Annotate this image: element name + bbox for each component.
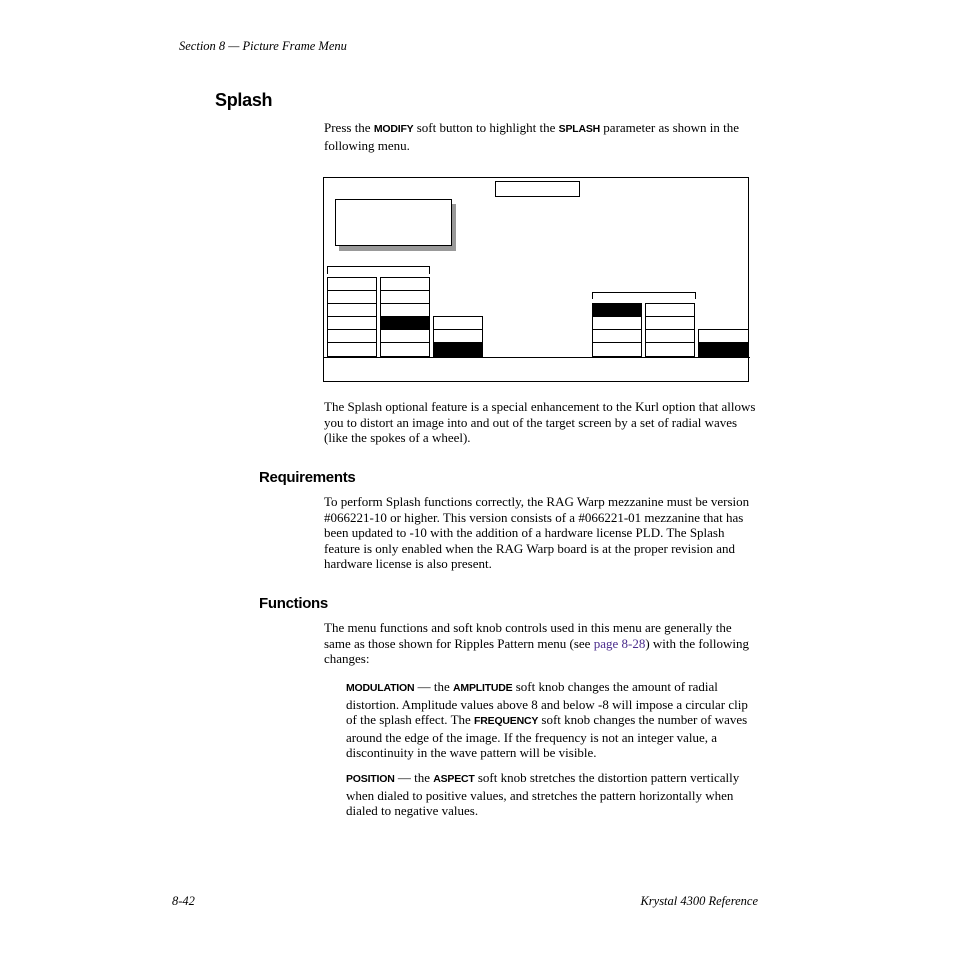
menu-cell — [645, 316, 695, 330]
menu-cell — [645, 342, 695, 357]
requirements-paragraph: To perform Splash functions correctly, the RAG Warp mezzanine must be version #066221-10 or higher. This version consists of a #066221-01 mezzanine that has been updated to -10 with the addition of a hardware license PLD. The Splash feature is only enabled when the RAG Warp board is at the proper revision and hardware license is also present. — [324, 494, 750, 572]
menu-title-box — [495, 181, 580, 197]
menu-panel — [335, 199, 452, 246]
splash-keyword: SPLASH — [558, 123, 601, 135]
position-keyword: POSITION — [346, 773, 395, 785]
menu-cell — [433, 329, 483, 343]
functions-heading: Functions — [259, 595, 328, 612]
description-paragraph: The Splash optional feature is a special enhancement to the Kurl option that allows you to distort an image into and out of the target screen by a set of radial waves (like the spokes of a wheel). — [324, 399, 756, 446]
modify-keyword: MODIFY — [373, 123, 414, 135]
intro-paragraph: Press the MODIFY soft button to highlight the SPLASH parameter as shown in the following menu. — [324, 120, 740, 153]
position-paragraph: POSITION — the ASPECT soft knob stretches the distortion pattern vertically when dialed to positive values, and stretches the pattern horizontally when dialed to negative values. — [346, 770, 740, 819]
modulation-keyword: MODULATION — [346, 682, 415, 694]
page-number: 8-42 — [172, 894, 195, 908]
menu-cell — [592, 316, 642, 330]
menu-cell — [327, 316, 377, 330]
functions-paragraph: The menu functions and soft knob controls used in this menu are generally the same as those shown for Ripples Pattern menu (see page 8-28) with the following changes: — [324, 620, 749, 667]
menu-cell — [380, 342, 430, 357]
menu-cell — [380, 329, 430, 343]
menu-cell — [698, 329, 749, 343]
menu-cell — [327, 329, 377, 343]
menu-cell-highlighted — [380, 316, 430, 330]
menu-cell — [592, 342, 642, 357]
frequency-keyword: FREQUENCY — [474, 715, 539, 728]
menu-cell — [592, 329, 642, 343]
menu-cell-highlighted — [433, 342, 483, 357]
document-title: Krystal 4300 Reference — [640, 894, 758, 908]
aspect-keyword: ASPECT — [433, 773, 475, 785]
running-header: Section 8 — Picture Frame Menu — [179, 39, 347, 53]
menu-cell — [327, 303, 377, 317]
splash-menu-diagram — [323, 177, 749, 382]
menu-cell — [327, 342, 377, 357]
menu-cell — [380, 290, 430, 304]
page-link[interactable]: page 8-28 — [593, 635, 646, 651]
menu-cell — [433, 316, 483, 330]
menu-cell — [380, 303, 430, 317]
menu-cell — [380, 277, 430, 291]
requirements-heading: Requirements — [259, 469, 356, 486]
menu-cell — [645, 329, 695, 343]
menu-cell-highlighted — [698, 342, 749, 357]
menu-cell-highlighted — [592, 303, 642, 317]
section-title: Splash — [215, 90, 273, 110]
menu-cell — [645, 303, 695, 317]
menu-cell — [327, 290, 377, 304]
menu-cell — [327, 277, 377, 291]
amplitude-keyword: AMPLITUDE — [453, 682, 513, 694]
modulation-paragraph: MODULATION — the AMPLITUDE soft knob changes the amount of radial distortion. Amplitude values above 8 and below -8 will impose a circular clip of the splash effect. The FREQUENCY soft knob changes the number of waves around the edge of the image. If the frequency is not an integer value, a discontinuity in the wave pattern will be visible. — [346, 679, 748, 761]
